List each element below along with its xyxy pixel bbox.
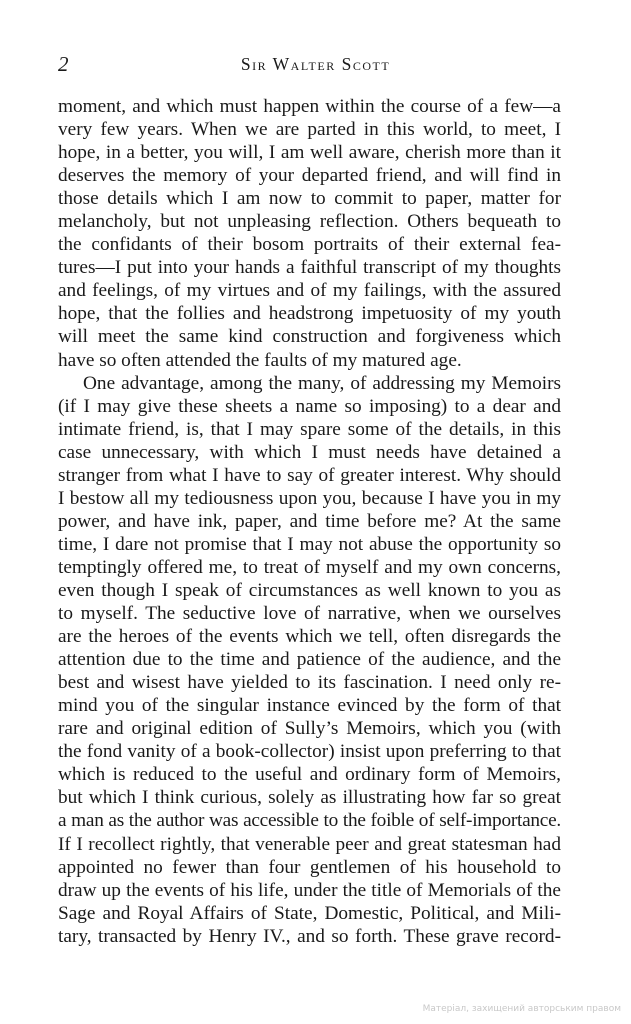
text-line: draw up the events of his life, under the title of Memorials of the [58,879,561,901]
text-line: very few years. When we are parted in this world, to meet, I [58,119,561,141]
paragraph [58,372,561,948]
text-line: rare and original edition of Sully’s Memoirs, which you (with [58,718,561,740]
text-line: which is reduced to the useful and ordinary form of Memoirs, [58,764,561,786]
text-line: but which I think curious, solely as illustrating how far so great [58,787,561,809]
text-line: power, and have ink, paper, and time before me? At the same [58,510,561,532]
text-line: hope, that the follies and headstrong impetuosity of my youth [58,303,561,325]
text-line: appointed no fewer than four gentlemen of his household to [58,856,561,878]
text-line: tures—I put into your hands a faithful transcript of my thoughts [58,257,561,279]
text-line: intimate friend, is, that I may spare some of the details, in this [58,418,561,440]
text-line: stranger from what I have to say of greater interest. Why should [58,464,561,486]
page-number: 2 [58,52,69,76]
text-line: melancholy, but not unpleasing reflection. Others bequeath to [58,211,561,233]
text-line: If I recollect rightly, that venerable peer and great statesman had [58,833,561,855]
text-line: time, I dare not promise that I may not abuse the opportunity so [58,533,561,555]
text-line: hope, in a better, you will, I am well aware, cherish more than it [58,142,561,164]
text-line: One advantage, among the many, of addressing my Memoirs [83,372,561,394]
text-line: will meet the same kind construction and forgiveness which [58,326,561,348]
text-line: Sage and Royal Affairs of State, Domestic, Political, and Mili- [58,902,561,924]
paragraph [58,95,561,372]
text-line: temptingly offered me, to treat of myself and my own concerns, [58,556,561,578]
text-line: I bestow all my tediousness upon you, because I have you in my [58,487,561,509]
watermark: Матеріал, захищений авторським правом [422,1004,621,1014]
text-line: and feelings, of my virtues and of my failings, with the assured [58,280,561,302]
running-head: Sir Walter Scott [240,54,391,74]
text-line: attention due to the time and patience of the audience, and the [58,649,561,671]
text-line: (if I may give these sheets a name so imposing) to a dear and [58,395,561,417]
text-line: mind you of the singular instance evinced by the form of that [58,695,561,717]
text-line: the confidants of their bosom portraits of their external fea- [58,234,561,256]
text-line: tary, transacted by Henry IV., and so forth. These grave record- [58,925,561,947]
text-line: moment, and which must happen within the course of a few—a [58,96,561,117]
text-line: case unnecessary, with which I must needs have detained a [58,441,561,463]
text-line: a man as the author was accessible to the foible of self-importance. [58,810,561,832]
text-line: the fond vanity of a book-collector) insist upon preferring to that [58,741,561,763]
text-line: are the heroes of the events which we tell, often disregards the [58,626,561,648]
text-line: have so often attended the faults of my matured age. [58,349,462,371]
text-line: those details which I am now to commit to paper, matter for [58,188,561,210]
text-line: deserves the memory of your departed friend, and will find in [58,165,561,187]
body-text [58,95,561,948]
text-line: to myself. The seductive love of narrative, when we ourselves [58,603,561,625]
text-line: best and wisest have yielded to its fascination. I need only re- [58,672,561,694]
text-line: even though I speak of circumstances as well known to you as [58,579,561,601]
